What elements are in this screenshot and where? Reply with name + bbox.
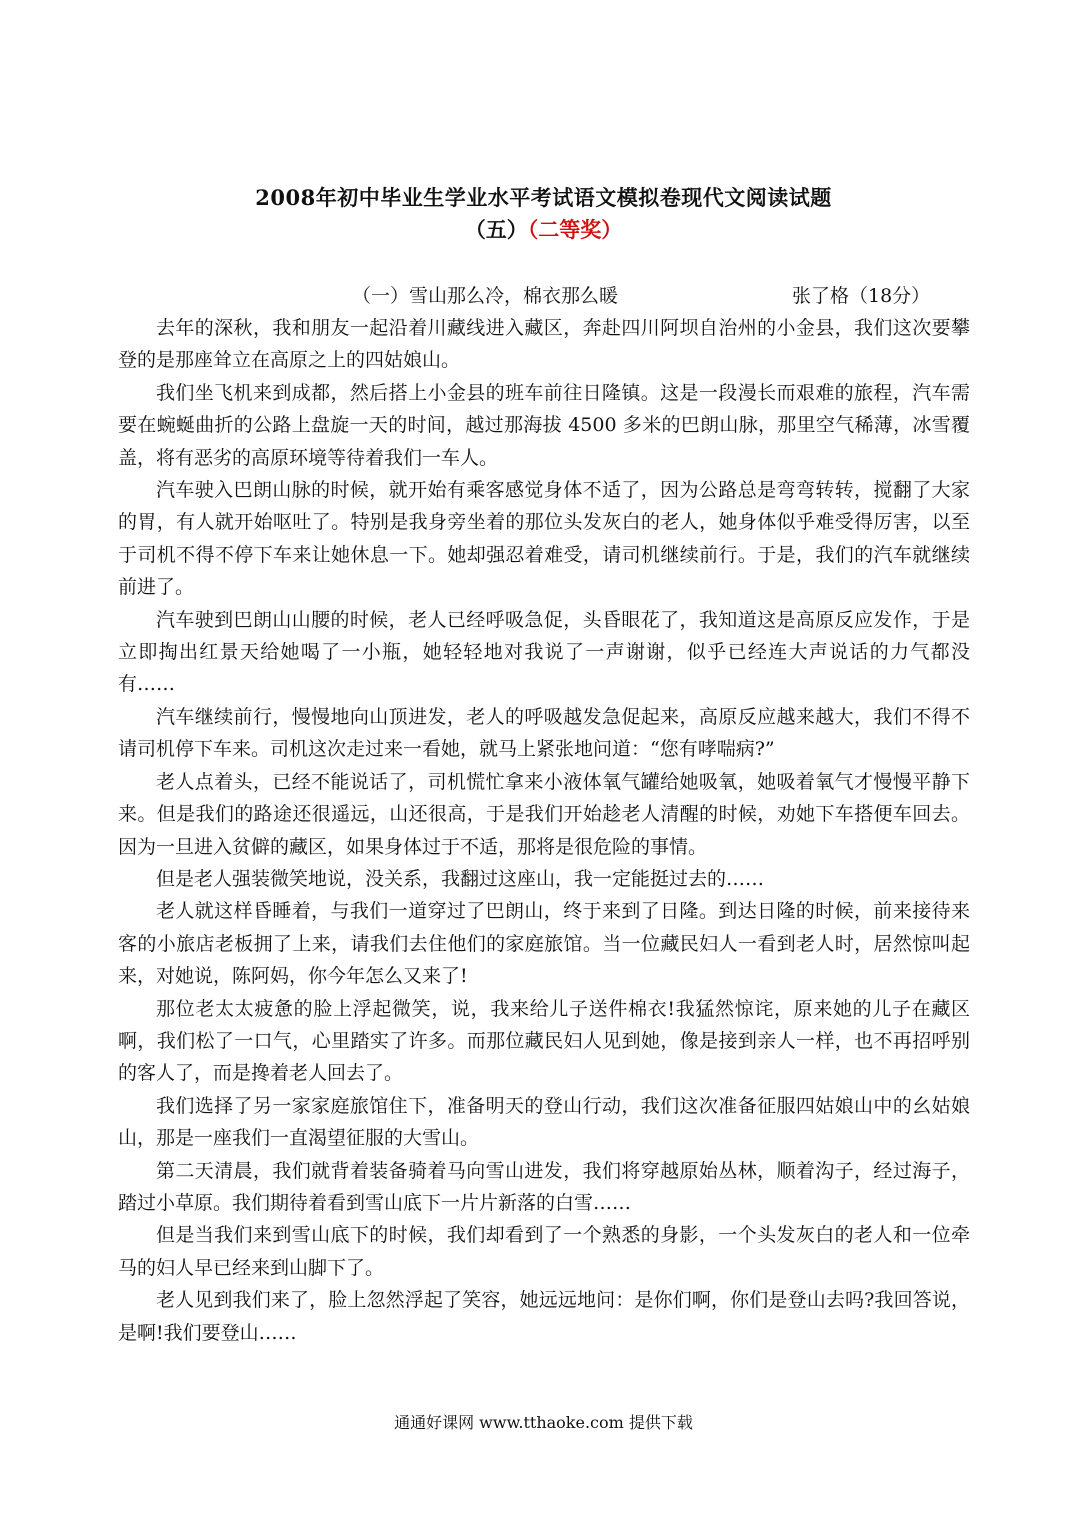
paragraph: 但是当我们来到雪山底下的时候，我们却看到了一个熟悉的身影，一个头发灰白的老人和一位牵马的妇人早已经来到山脚下了。 — [118, 1224, 970, 1279]
paragraph: 老人点着头，已经不能说话了，司机慌忙拿来小液体氧气罐给她吸氧，她吸着氧气才慢慢平静下来。但是我们的路途还很遥远，山还很高，于是我们开始趁老人清醒的时候，劝她下车搭便车回去。因为一旦进入贫僻的藏区，如果身体过于不适，那将是很危险的事情。 — [118, 770, 970, 858]
page-footer: 通通好课网 www.tthaoke.com 提供下载 — [394, 1413, 693, 1432]
paragraph: 去年的深秋，我和朋友一起沿着川藏线进入藏区，奔赴四川阿坝自治州的小金县，我们这次要攀登的是那座耸立在高原之上的四姑娘山。 — [118, 317, 970, 372]
section-heading: （一）雪山那么冷，棉衣那么暖 — [352, 285, 619, 307]
award-label: （二等奖） — [527, 217, 623, 242]
article-body — [118, 312, 970, 1349]
paragraph: 汽车驶入巴朗山脉的时候，就开始有乘客感觉身体不适了，因为公路总是弯弯转转，搅翻了大家的胃，有人就开始呕吐了。特别是我身旁坐着的那位头发灰白的老人，她身体似乎难受得厉害，以至于司机不得不停下车来让她休息一下。她却强忍着难受，请司机继续前行。于是，我们的汽车就继续前进了。 — [118, 479, 970, 599]
document-title: 2008年初中毕业生学业水平考试语文模拟卷现代文阅读试题 — [255, 185, 832, 210]
paragraph: 汽车驶到巴朗山山腰的时候，老人已经呼吸急促，头昏眼花了，我知道这是高原反应发作，于是立即掏出红景天给她喝了一小瓶，她轻轻地对我说了一声谢谢，似乎已经连大声说话的力气都没有…… — [118, 608, 970, 696]
paragraph: 老人就这样昏睡着，与我们一道穿过了巴朗山，终于来到了日隆。到达日隆的时候，前来接待来客的小旅店老板拥了上来，请我们去住他们的家庭旅馆。当一位藏民妇人一看到老人时，居然惊叫起来，对她说，陈阿妈，你今年怎么又来了! — [118, 900, 970, 988]
paragraph: 汽车继续前行，慢慢地向山顶进发，老人的呼吸越发急促起来，高原反应越来越大，我们不得不请司机停下车来。司机这次走过来一看她，就马上紧张地问道：“您有哮喘病?” — [118, 705, 970, 761]
document-subtitle — [0, 215, 1087, 245]
subtitle-number: （五） — [464, 217, 528, 242]
paragraph: 老人见到我们来了，脸上忽然浮起了笑容，她远远地问：是你们啊，你们是登山去吗?我回答说，是啊!我们要登山…… — [118, 1289, 970, 1344]
paragraph: 我们选择了另一家家庭旅馆住下，准备明天的登山行动，我们这次准备征服四姑娘山中的幺姑娘山，那是一座我们一直渴望征服的大雪山。 — [118, 1094, 970, 1150]
paragraph: 我们坐飞机来到成都，然后搭上小金县的班车前往日隆镇。这是一段漫长而艰难的旅程，汽车需要在蜿蜒曲折的公路上盘旋一天的时间，越过那海拔 4500 多米的巴朗山脉，那里空气稀薄，冰雪覆盖，将有恶劣的高原环境等待着我们一车人。 — [118, 381, 970, 469]
paragraph: 那位老太太疲惫的脸上浮起微笑，说，我来给儿子送件棉衣!我猛然惊诧，原来她的儿子在藏区啊，我们松了一口气，心里踏实了许多。而那位藏民妇人见到她，像是接到亲人一样，也不再招呼别的客人了，而是搀着老人回去了。 — [118, 997, 970, 1085]
paragraph: 但是老人强装微笑地说，没关系，我翻过这座山，我一定能挺过去的…… — [156, 867, 765, 890]
section-author: 张了格（18分） — [792, 285, 931, 307]
paragraph: 第二天清晨，我们就背着装备骑着马向雪山进发，我们将穿越原始丛林，顺着沟子，经过海子，踏过小草原。我们期待着看到雪山底下一片片新落的白雪…… — [118, 1159, 970, 1214]
